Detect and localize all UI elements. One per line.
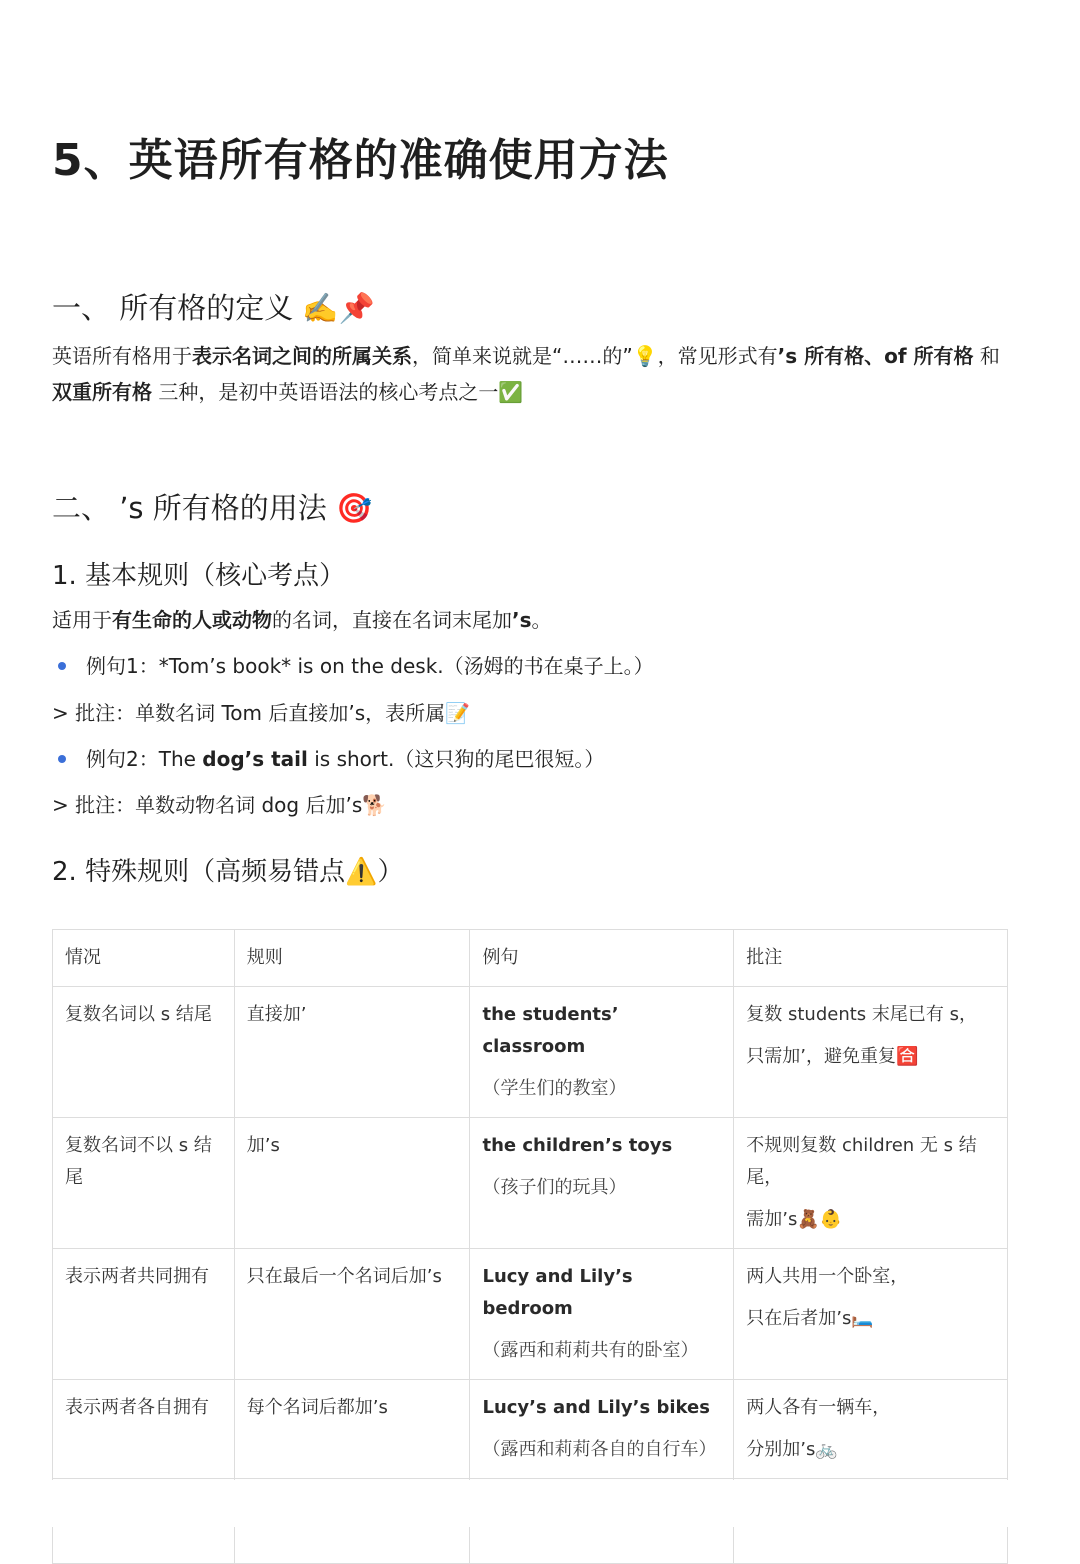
cell-note [734,1249,1008,1380]
example-cn: （露西和莉莉各自的自行车） [482,1439,717,1460]
bullet-icon [58,662,66,670]
note-line-2: 只在后者加’s🛏️ [746,1308,874,1329]
section-s-possessive-heading: 二、 ’s 所有格的用法 🎯 [52,491,373,525]
table-header-situation: 情况 [53,930,235,987]
bullet-icon [58,755,66,763]
page-bottom-cutoff [0,1480,1080,1527]
table-row [53,1249,1008,1380]
intro-bold-animate: 有生命的人或动物 [112,608,272,632]
cell-example [470,1118,734,1249]
example-1-item [52,651,654,681]
note-1: > 批注：单数名词 Tom 后直接加’s，表所属📝 [52,701,471,725]
example-2-item [52,744,604,774]
cell-example [470,1249,734,1380]
intro-text-3: 。 [531,608,552,632]
cell-rule: 每个名词后都加’s [234,1380,470,1479]
cell-rule: 只在最后一个名词后加’s [234,1249,470,1380]
lightbulb-icon: 💡 [632,344,658,368]
intro-text-1: 适用于 [52,608,112,632]
definition-text-4: 和 [973,344,1000,368]
definition-text-1: 英语所有格用于 [52,344,192,368]
cell-note [734,1118,1008,1249]
cell-rule: 加’s [234,1118,470,1249]
definition-bold-forms: ’s 所有格、of 所有格 [777,344,974,368]
special-rules-table [52,929,1008,1564]
table-row [53,1118,1008,1249]
example-1-text: 例句1：*Tom’s book* is on the desk.（汤姆的书在桌子上。） [86,654,654,678]
table-row [53,987,1008,1118]
note-line-1: 两人共用一个卧室， [746,1266,909,1287]
table-header-row [53,930,1008,987]
example-en: Lucy’s and Lily’s bikes [482,1397,710,1418]
example-en: the children’s toys [482,1135,673,1156]
page-title: 5、英语所有格的准确使用方法 [52,135,669,186]
check-mark-icon: ✅ [498,380,524,404]
example-cn: （孩子们的玩具） [482,1177,627,1198]
cell-note [734,1380,1008,1479]
table-header-note: 批注 [734,930,1008,987]
note-line-2: 分别加’s🚲 [746,1439,838,1460]
section-definition-heading: 一、 所有格的定义 ✍️📌 [52,291,375,325]
intro-text-2: 的名词，直接在名词末尾加 [272,608,512,632]
cell-situation: 表示两者各自拥有 [53,1380,235,1479]
definition-bold-relation: 表示名词之间的所属关系 [192,344,412,368]
cell-situation: 表示两者共同拥有 [53,1249,235,1380]
note-line-1: 复数 students 末尾已有 s， [746,1004,977,1025]
example-2-text-1: 例句2：The [86,747,203,771]
basic-rules-intro [52,605,552,635]
table-header-rule: 规则 [234,930,470,987]
definition-text-2: ，简单来说就是“……的” [412,344,633,368]
example-en: the students’ classroom [482,1004,619,1057]
intro-bold-s: ’s [512,608,532,632]
table-header-example: 例句 [470,930,734,987]
note-line-2: 只需加’，避免重复🈴 [746,1046,919,1067]
cell-example [470,1380,734,1479]
cell-situation: 复数名词以 s 结尾 [53,987,235,1118]
cell-situation: 复数名词不以 s 结尾 [53,1118,235,1249]
note-2: > 批注：单数动物名词 dog 后加’s🐕 [52,793,388,817]
example-cn: （学生们的教室） [482,1078,627,1099]
definition-text-3: ，常见形式有 [657,344,778,368]
note-line-2: 需加’s🧸👶 [746,1209,843,1230]
table-row [53,1380,1008,1479]
example-2-bold: dog’s tail [202,747,308,771]
cell-example [470,987,734,1118]
example-cn: （露西和莉莉共有的卧室） [482,1340,699,1361]
example-2-text-2: is short.（这只狗的尾巴很短。） [307,747,605,771]
definition-bold-double: 双重所有格 [52,380,152,404]
example-en: Lucy and Lily’s bedroom [482,1266,633,1319]
cell-rule: 直接加’ [234,987,470,1118]
cell-note [734,987,1008,1118]
definition-text-5: 三种，是初中英语语法的核心考点之一 [152,380,499,404]
special-rules-heading: 2. 特殊规则（高频易错点⚠️） [52,857,404,887]
definition-paragraph [52,338,1022,410]
note-line-1: 两人各有一辆车， [746,1397,891,1418]
note-line-1: 不规则复数 children 无 s 结尾， [746,1135,977,1188]
basic-rules-heading: 1. 基本规则（核心考点） [52,561,346,591]
